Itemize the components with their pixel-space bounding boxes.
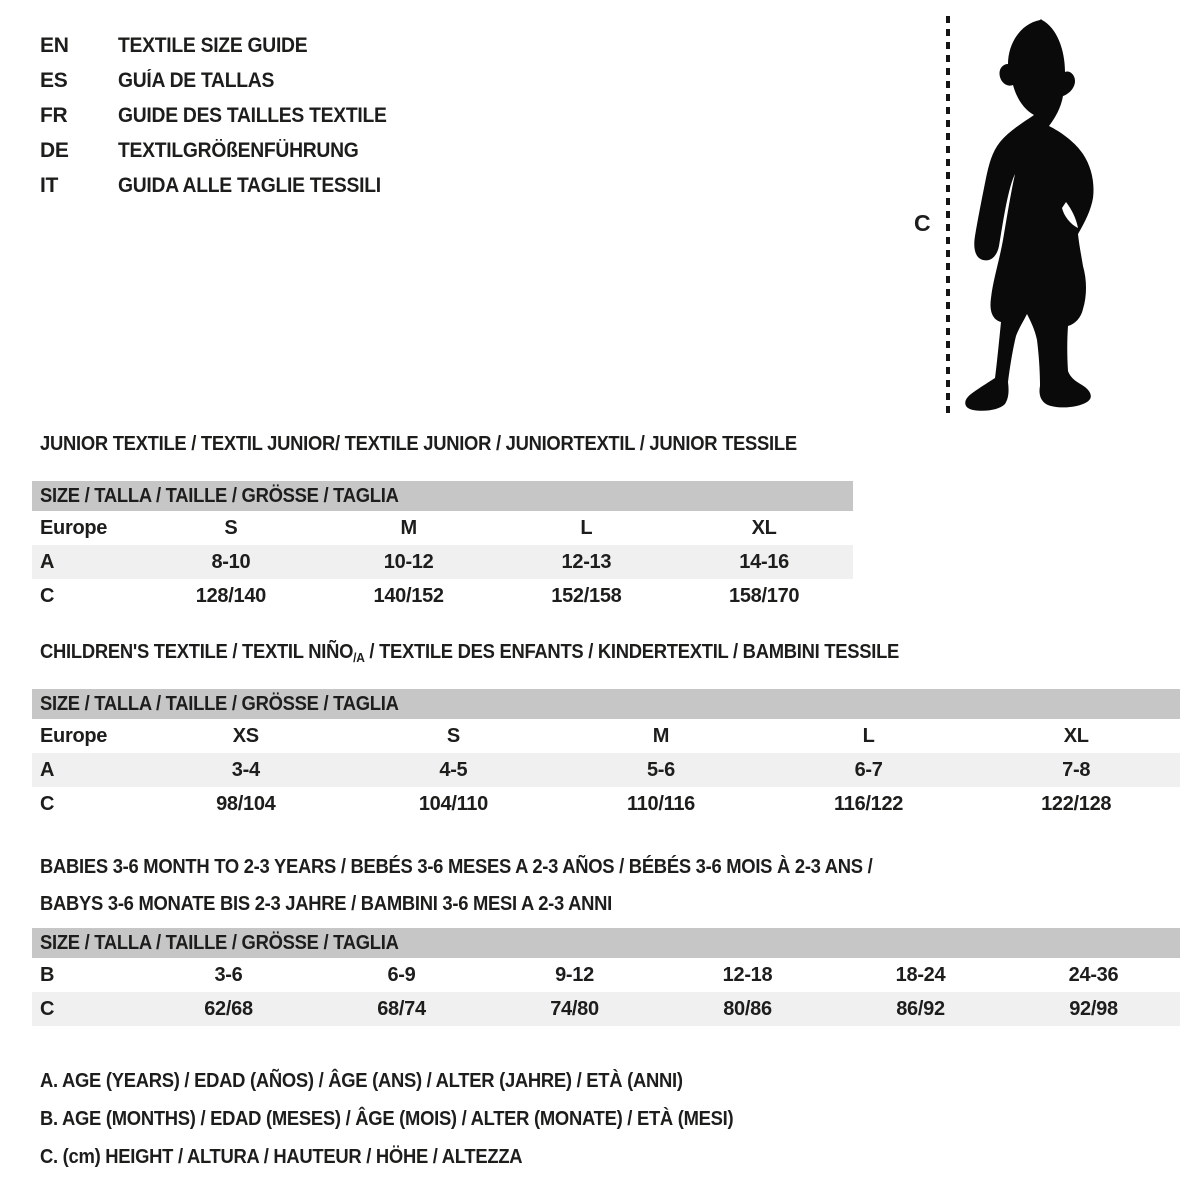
size-header-bar	[32, 481, 853, 511]
children-size-table	[32, 689, 1180, 821]
row-label: A	[40, 551, 55, 573]
guide-title-it: GUIDA ALLE TAGLIE TESSILI	[118, 173, 381, 197]
height-cell: 80/86	[723, 998, 772, 1020]
size-cell: M	[652, 725, 670, 747]
height-cell: 92/98	[1069, 998, 1118, 1020]
language-row-de	[40, 133, 410, 168]
junior-section-title	[40, 433, 863, 456]
age-cell: 10-12	[383, 551, 434, 573]
row-label: Europe	[40, 725, 108, 747]
age-cell: 6-7	[854, 759, 883, 781]
age-cell: 14-16	[739, 551, 789, 573]
months-cell: 12-18	[722, 964, 773, 986]
table-row-europe	[32, 719, 1180, 753]
row-label: C	[40, 793, 55, 815]
size-cell: S	[224, 517, 238, 539]
guide-title-es: GUÍA DE TALLAS	[118, 68, 275, 92]
height-cell: 122/128	[1041, 793, 1112, 815]
size-cell: XS	[232, 725, 259, 747]
table-row-age	[32, 545, 853, 579]
height-cell: 74/80	[550, 998, 599, 1020]
table-row-age	[32, 753, 1180, 787]
table-row-height	[32, 579, 853, 613]
size-cell: XL	[751, 517, 777, 539]
height-cell: 140/152	[373, 585, 444, 607]
legend-age-months	[40, 1108, 794, 1131]
size-cell: L	[580, 517, 593, 539]
row-label: C	[40, 998, 55, 1020]
height-cell: 110/116	[626, 793, 695, 815]
legend-height-cm	[40, 1146, 564, 1169]
junior-size-table	[32, 481, 853, 613]
age-cell: 3-4	[231, 759, 260, 781]
junior-section-title-text: JUNIOR TEXTILE / TEXTIL JUNIOR/ TEXTILE JUNIOR / JUNIORTEXTIL / JUNIOR TESSILE	[40, 433, 797, 455]
legend-height-cm-text: C. (cm) HEIGHT / ALTURA / HAUTEUR / HÖHE / ALTEZZA	[40, 1146, 523, 1168]
language-code: FR	[40, 103, 68, 127]
height-cell: 116/122	[834, 793, 904, 815]
size-header-bar	[32, 928, 1180, 958]
babies-title-line1: BABIES 3-6 MONTH TO 2-3 YEARS / BEBÉS 3-6 MESES A 2-3 AÑOS / BÉBÉS 3-6 MOIS À 2-3 ANS /	[40, 856, 873, 878]
height-cell: 104/110	[418, 793, 488, 815]
height-cell: 98/104	[216, 793, 276, 815]
table-row-height	[32, 787, 1180, 821]
height-cell: 62/68	[204, 998, 253, 1020]
size-header-text: SIZE / TALLA / TAILLE / GRÖSSE / TAGLIA	[40, 932, 399, 954]
guide-title-en: TEXTILE SIZE GUIDE	[118, 33, 308, 57]
months-cell: 9-12	[555, 964, 594, 986]
age-cell: 5-6	[646, 759, 675, 781]
months-cell: 6-9	[387, 964, 416, 986]
row-label: C	[40, 585, 55, 607]
guide-title-fr: GUIDE DES TAILLES TEXTILE	[118, 103, 387, 127]
row-label: B	[40, 964, 55, 986]
nino-a-subscript: /A	[353, 650, 365, 665]
babies-title-line2: BABYS 3-6 MONATE BIS 2-3 JAHRE / BAMBINI 3-6 MESI A 2-3 ANNI	[40, 893, 612, 915]
age-cell: 12-13	[561, 551, 612, 573]
toddler-silhouette-icon	[965, 19, 1093, 411]
toddler-figure	[900, 6, 1160, 426]
table-row-height	[32, 992, 1180, 1026]
language-code: IT	[40, 173, 59, 197]
language-row-it	[40, 168, 410, 203]
size-header-text: SIZE / TALLA / TAILLE / GRÖSSE / TAGLIA	[40, 485, 399, 507]
babies-section-title	[40, 849, 945, 923]
months-cell: 3-6	[214, 964, 243, 986]
height-cell: 128/140	[195, 585, 266, 607]
children-section-title	[40, 641, 974, 664]
legend-age-years-text: A. AGE (YEARS) / EDAD (AÑOS) / ÂGE (ANS) / ALTER (JAHRE) / ETÀ (ANNI)	[40, 1070, 683, 1092]
age-cell: 4-5	[439, 759, 468, 781]
size-cell: M	[400, 517, 417, 539]
size-cell: XL	[1063, 725, 1089, 747]
babies-size-table	[32, 928, 1180, 1026]
language-code: EN	[40, 33, 69, 57]
table-row-months	[32, 958, 1180, 992]
legend-age-months-text: B. AGE (MONTHS) / EDAD (MESES) / ÂGE (MOIS) / ALTER (MONATE) / ETÀ (MESI)	[40, 1108, 734, 1130]
height-measure-label: C	[914, 210, 931, 236]
size-header-bar	[32, 689, 1180, 719]
size-cell: S	[446, 725, 460, 747]
size-header-text: SIZE / TALLA / TAILLE / GRÖSSE / TAGLIA	[40, 693, 399, 715]
months-cell: 18-24	[895, 964, 946, 986]
legend-age-years	[40, 1070, 739, 1093]
row-label: A	[40, 759, 55, 781]
language-row-es	[40, 63, 410, 98]
language-list	[40, 28, 410, 203]
height-cell: 86/92	[896, 998, 945, 1020]
guide-title-de: TEXTILGRÖßENFÜHRUNG	[118, 138, 359, 162]
language-row-en	[40, 28, 410, 63]
age-cell: 8-10	[211, 551, 251, 573]
table-row-europe	[32, 511, 853, 545]
height-cell: 158/170	[729, 585, 800, 607]
children-section-title-text: CHILDREN'S TEXTILE / TEXTIL $NIÑO_{/A}$ / TEXTILE DES ENFANTS / KINDERTEXTIL / BAMBINI TESSILE	[40, 641, 900, 665]
months-cell: 24-36	[1068, 964, 1119, 986]
row-label: Europe	[40, 517, 108, 539]
language-code: DE	[40, 138, 69, 162]
size-cell: L	[862, 725, 875, 747]
language-row-fr	[40, 98, 410, 133]
age-cell: 7-8	[1062, 759, 1091, 781]
height-cell: 152/158	[551, 585, 622, 607]
height-cell: 68/74	[377, 998, 426, 1020]
language-code: ES	[40, 68, 68, 92]
